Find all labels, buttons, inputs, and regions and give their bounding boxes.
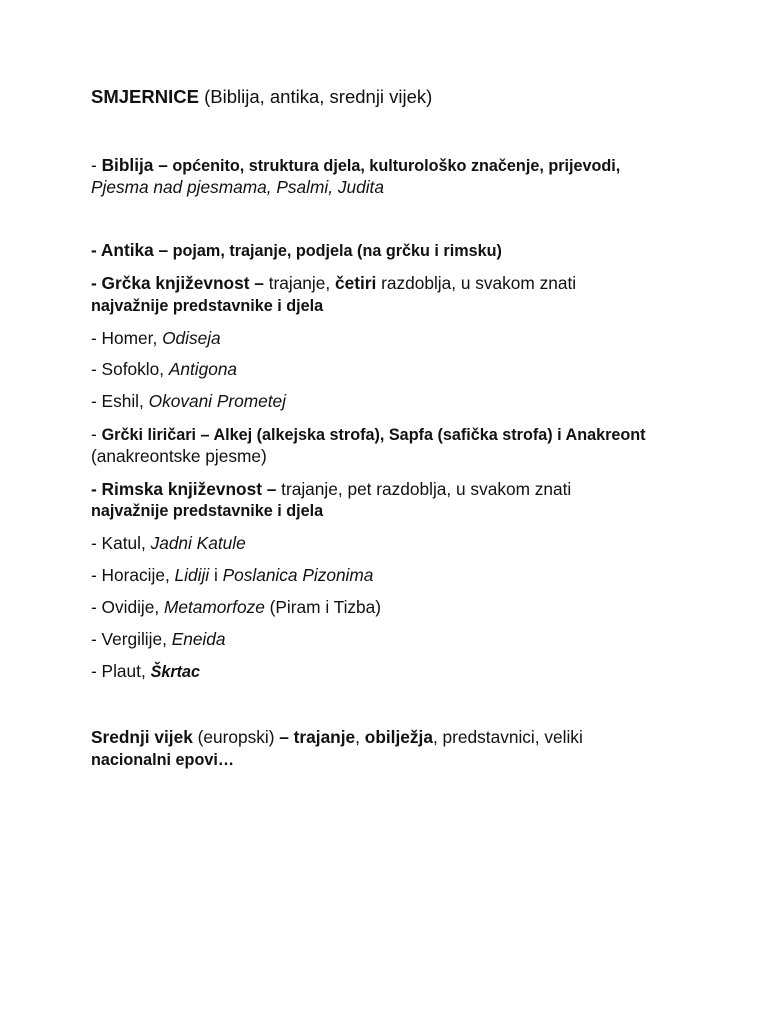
- work-jadni-katule: Jadni Katule: [150, 533, 246, 553]
- srednji-text-5: , predstavnici, veliki: [432, 727, 583, 747]
- srednji-text-1: (europski): [192, 727, 280, 747]
- grcka-line-2: najvažnije predstavnike i djela: [91, 297, 324, 315]
- lyric-dash: -: [91, 424, 102, 444]
- work-skrtac: Škrtac: [150, 663, 201, 681]
- biblija-heading: Biblija –: [101, 155, 168, 175]
- author-homer: - Homer,: [91, 328, 163, 348]
- lyric-line: [91, 423, 646, 446]
- work-metamorfoze: Metamorfoze: [163, 597, 265, 617]
- srednji-text-2: – trajanje: [279, 727, 356, 747]
- author-vergilije: - Vergilije,: [91, 629, 172, 649]
- grcka-text-1: trajanje,: [263, 273, 335, 293]
- biblija-line: [91, 154, 620, 177]
- work-okovani-prometej: Okovani Prometej: [148, 391, 286, 411]
- title-bold: SMJERNICE: [91, 86, 199, 107]
- author-horacije: - Horacije,: [91, 565, 175, 585]
- work-odiseja: Odiseja: [162, 328, 221, 348]
- antika-heading: - Antika –: [91, 240, 169, 260]
- srednji-line-2: nacionalni epovi…: [91, 751, 235, 769]
- work-antigona: Antigona: [168, 359, 238, 379]
- author-sofoklo: - Sofoklo,: [91, 359, 169, 379]
- rimska-line-2: najvažnije predstavnike i djela: [91, 502, 324, 520]
- srednji-text-4: obilježja: [364, 727, 433, 747]
- ovidije-note: (Piram i Tizba): [264, 597, 382, 617]
- list-item-sofoklo: [91, 358, 237, 380]
- srednji-heading: Srednji vijek: [91, 727, 193, 747]
- author-katul: - Katul,: [91, 533, 151, 553]
- srednji-line: [91, 726, 583, 748]
- lyric-text: Grčki liričari – Alkej (alkejska strofa), Sapfa (safička strofa) i Anakreont: [101, 426, 646, 444]
- list-item-katul: [91, 532, 246, 554]
- joiner-i: i: [209, 565, 223, 585]
- biblija-dash: -: [91, 155, 102, 175]
- list-item-eshil: [91, 390, 286, 412]
- author-ovidije: - Ovidije,: [91, 597, 164, 617]
- author-plaut: - Plaut,: [91, 661, 151, 681]
- biblija-works: Pjesma nad pjesmama, Psalmi, Judita: [91, 177, 384, 197]
- work-lidiji: Lidiji: [174, 565, 210, 585]
- grcka-text-2: četiri: [334, 273, 377, 293]
- list-item-plaut: [91, 660, 200, 683]
- grcka-line: [91, 272, 576, 294]
- srednji-text-3: ,: [355, 727, 365, 747]
- grcka-text-3: razdoblja, u svakom znati: [376, 273, 577, 293]
- list-item-horacije: [91, 564, 373, 586]
- document-title: [91, 86, 432, 108]
- antika-description: pojam, trajanje, podjela (na grčku i rimsku): [168, 242, 502, 260]
- list-item-homer: [91, 327, 221, 349]
- rimska-heading: - Rimska književnost –: [91, 479, 277, 499]
- work-poslanica-pizonima: Poslanica Pizonima: [222, 565, 374, 585]
- grcka-heading: - Grčka književnost –: [91, 273, 264, 293]
- rimska-description: trajanje, pet razdoblja, u svakom znati: [276, 479, 572, 499]
- biblija-description: općenito, struktura djela, kulturološko značenje, prijevodi,: [167, 157, 621, 175]
- list-item-vergilije: [91, 628, 226, 650]
- work-eneida: Eneida: [171, 629, 226, 649]
- rimska-line: [91, 478, 571, 500]
- title-subtitle: (Biblija, antika, srednji vijek): [198, 86, 433, 107]
- list-item-ovidije: [91, 596, 381, 618]
- author-eshil: - Eshil,: [91, 391, 149, 411]
- antika-line: [91, 239, 502, 262]
- lyric-line-2: (anakreontske pjesme): [91, 446, 267, 466]
